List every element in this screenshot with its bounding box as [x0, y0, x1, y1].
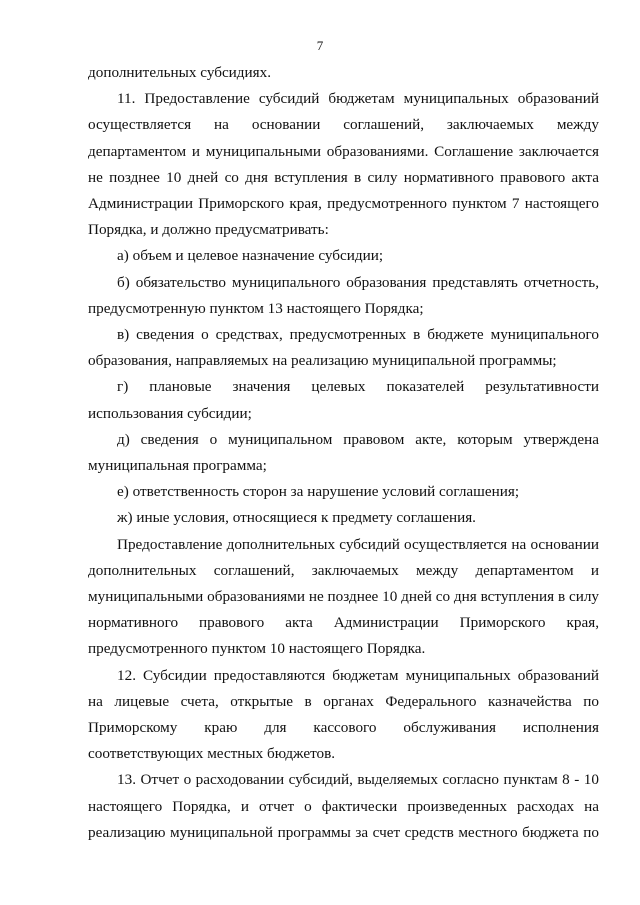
paragraph-subitem-v: в) сведения о средствах, предусмотренных в бюджете муниципального образования, направляемых на реализацию муниципальной программы; [88, 326, 599, 370]
paragraph-subitem-g: г) плановые значения целевых показателей результативности использования субсидии; [88, 378, 599, 422]
paragraph-additional-subsidies: Предоставление дополнительных субсидий осуществляется на основании дополнительных соглашений, заключаемых между департаментом и муниципальными образованиями не позднее 10 дней со дня вступления в силу нормативного правового акта Администрации Приморского края, предусмотренного пунктом 10 настоящего Порядка. [88, 535, 599, 658]
paragraph-subitem-d: д) сведения о муниципальном правовом акте, которым утверждена муниципальная программа; [88, 430, 599, 475]
paragraph-item-13: 13. Отчет о расходовании субсидий, выделяемых согласно пунктам 8 - 10 настоящего Порядка, и отчет о фактически произведенных расходах на реализацию муниципальной программы за счет средств местного бюджета по [88, 771, 599, 841]
paragraph-subitem-a: а) объем и целевое назначение субсидии; [117, 247, 384, 265]
paragraph-subitem-zh: ж) иные условия, относящиеся к предмету соглашения. [117, 509, 476, 527]
paragraph-subitem-e: е) ответственность сторон за нарушение условий соглашения; [117, 483, 520, 501]
paragraph-subitem-b: б) обязательство муниципального образования представлять отчетность, предусмотренную пунктом 13 настоящего Порядка; [88, 273, 599, 317]
paragraph-continuation: дополнительных субсидиях. [88, 64, 272, 81]
paragraph-item-12: 12. Субсидии предоставляются бюджетам муниципальных образований на лицевые счета, открытые в органах Федерального казначейства по Приморскому краю для кассового обслуживания исполнения соответствующих местных бюджетов. [88, 666, 599, 763]
document-body [88, 60, 599, 846]
page-number: 7 [316, 38, 324, 53]
paragraph-item-11: 11. Предоставление субсидий бюджетам муниципальных образований осуществляется на основании соглашений, заключаемых между департаментом и муниципальными образованиями. Соглашение заключается не позднее 10 дней со дня вступления в силу нормативного правового акта Администрации Приморского края, предусмотренного пунктом 7 настоящего Порядка, и должно предусматривать: [88, 90, 599, 239]
